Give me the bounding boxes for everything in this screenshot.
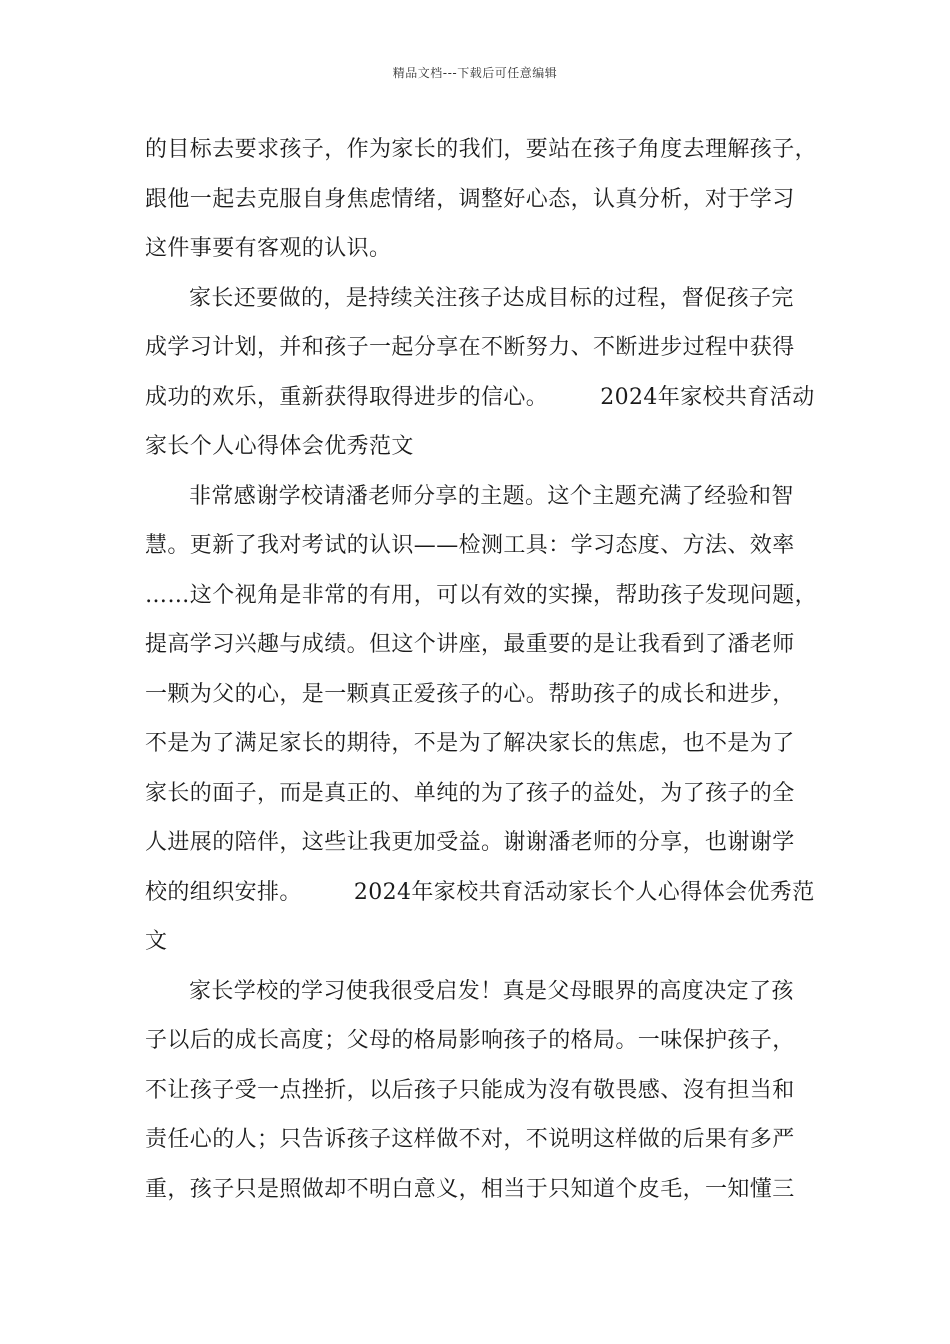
text-line bbox=[145, 175, 810, 225]
text-line bbox=[145, 323, 810, 373]
text-line-content: 家长的面子，而是真正的、单纯的为了孩子的益处，为了孩子的全 bbox=[145, 780, 795, 806]
text-line-content: 家长学校的学习使我很受启发！真是父母眼界的高度决定了孩 bbox=[189, 978, 794, 1004]
text-line-content: 提高学习兴趣与成绩。但这个讲座，最重要的是让我看到了潘老师 bbox=[145, 632, 795, 657]
text-line bbox=[145, 472, 810, 522]
text-line-content: 子以后的成长高度；父母的格局影响孩子的格局。一味保护孩子， bbox=[145, 1028, 795, 1053]
text-line-content: 非常感谢学校请潘老师分享的主题。这个主题充满了经验和智 bbox=[189, 483, 794, 509]
text-line-content: 跟他一起去克服自身焦虑情绪，调整好心态，认真分析，对于学习 bbox=[145, 186, 795, 212]
text-line-content: 家长还要做的，是持续关注孩子达成目标的过程，督促孩子完 bbox=[189, 285, 794, 311]
text-line bbox=[145, 571, 818, 621]
text-line bbox=[145, 521, 810, 571]
text-line bbox=[145, 422, 810, 472]
page-header: 精品文档---下载后可任意编辑 bbox=[392, 66, 558, 80]
text-line-content: 重，孩子只是照做却不明白意义，相当于只知道个皮毛，一知懂三 bbox=[145, 1176, 795, 1202]
text-line bbox=[145, 1066, 810, 1116]
text-line bbox=[145, 818, 810, 868]
text-line-content: 这件事要有客观的认识。 bbox=[145, 236, 392, 261]
text-line-content: 家长个人心得体会优秀范文 bbox=[145, 434, 414, 459]
text-line bbox=[145, 274, 810, 324]
text-line-content: 不是为了满足家长的期待，不是为了解决家长的焦虑，也不是为了 bbox=[145, 731, 795, 756]
text-line bbox=[145, 1016, 810, 1066]
text-line-content: 成功的欢乐，重新获得取得进步的信心。 bbox=[145, 384, 549, 410]
text-line bbox=[145, 868, 815, 918]
text-line bbox=[145, 967, 810, 1017]
inline-heading-fragment: 2024年家校共育活动 bbox=[600, 384, 815, 410]
text-line bbox=[145, 670, 810, 720]
text-line-content: 一颗为父的心，是一颗真正爱孩子的心。帮助孩子的成长和进步， bbox=[145, 681, 795, 707]
inline-heading-fragment: 2024年家校共育活动家长个人心得体会优秀范 bbox=[353, 879, 815, 905]
text-line bbox=[145, 1165, 810, 1215]
text-line-content: 人进展的陪伴，这些让我更加受益。谢谢潘老师的分享，也谢谢学 bbox=[145, 830, 795, 855]
text-line bbox=[145, 373, 815, 423]
text-line bbox=[145, 917, 810, 967]
text-line bbox=[145, 620, 810, 670]
text-line-content: ……这个视角是非常的有用，可以有效的实操，帮助孩子发现问题， bbox=[145, 582, 818, 608]
text-line-content: 校的组织安排。 bbox=[145, 879, 302, 905]
text-line-content: 责任心的人；只告诉孩子这样做不对，不说明这样做的后果有多严 bbox=[145, 1127, 795, 1152]
text-line bbox=[145, 769, 810, 819]
text-line-content: 不让孩子受一点挫折，以后孩子只能成为沒有敬畏感、沒有担当和 bbox=[145, 1077, 795, 1103]
text-line bbox=[145, 125, 818, 175]
text-line bbox=[145, 1115, 810, 1165]
document-body bbox=[145, 125, 818, 1214]
text-line bbox=[145, 719, 810, 769]
text-line bbox=[145, 224, 810, 274]
text-line-content: 的目标去要求孩子，作为家长的我们，要站在孩子角度去理解孩子， bbox=[145, 137, 818, 162]
text-line-content: 文 bbox=[145, 929, 168, 954]
text-line-content: 成学习计划，并和孩子一起分享在不断努力、不断进步过程中获得 bbox=[145, 335, 795, 360]
text-line-content: 慧。更新了我对考试的认识——检测工具：学习态度、方法、效率 bbox=[145, 533, 795, 558]
